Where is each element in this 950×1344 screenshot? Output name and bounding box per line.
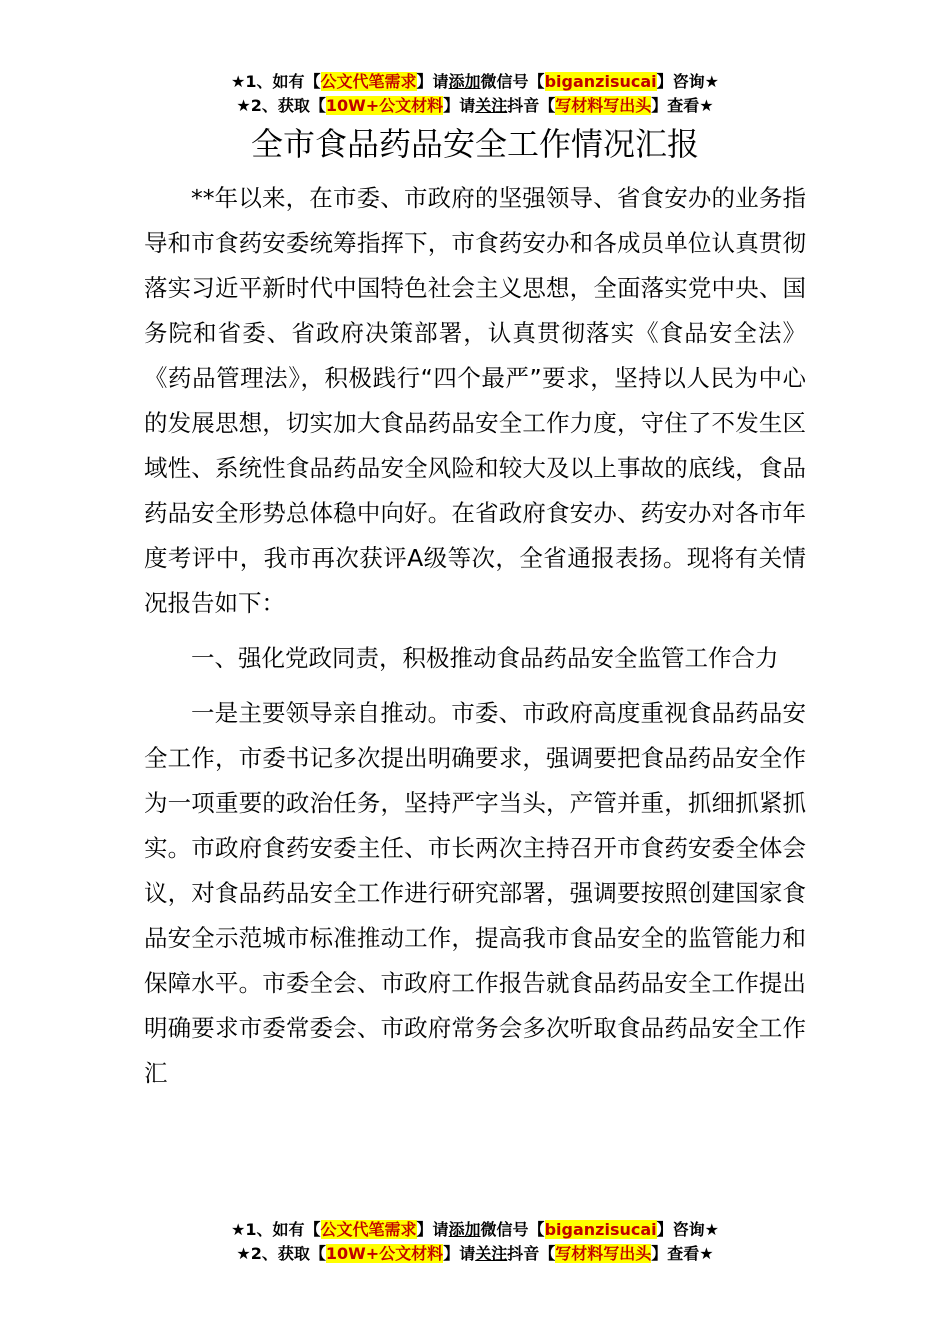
ad-text: 】请: [443, 1244, 476, 1263]
ad-underlined: 关注: [475, 1244, 508, 1263]
ad-text: 抖音【: [507, 1244, 556, 1263]
ad-text: 】请: [416, 72, 449, 91]
ad-highlight: 10W+公文材料: [325, 96, 444, 115]
ad-underlined: 关注: [475, 96, 508, 115]
ad-text: 微信号【: [480, 1220, 545, 1239]
ad-line-1: [0, 1218, 950, 1242]
ad-highlight: 写材料写出头: [555, 96, 652, 115]
body-paragraph: 一是主要领导亲自推动。市委、市政府高度重视食品药品安全工作，市委书记多次提出明确要求，强调要把食品药品安全作为一项重要的政治任务，坚持严字当头，产管并重，抓细抓紧抓实。市政府食药安委主任、市长两次主持召开市食药安委全体会议，对食品药品安全工作进行研究部署，强调要按照创建国家食品安全示范城市标准推动工作，提高我市食品安全的监管能力和保障水平。市委全会、市政府工作报告就食品药品安全工作提出明确要求市委常委会、市政府常务会多次听取食品药品安全工作汇: [144, 699, 806, 1087]
ad-text: 】请: [443, 96, 476, 115]
ad-highlight: biganzisucai: [544, 1220, 657, 1239]
footer-ad-banner: [0, 1218, 950, 1266]
ad-text: ★1、如有【: [231, 1220, 321, 1239]
ad-line-1: [0, 70, 950, 94]
ad-text: 抖音【: [507, 96, 556, 115]
ad-highlight: 10W+公文材料: [325, 1244, 444, 1263]
ad-line-2: [0, 1242, 950, 1266]
ad-highlight: 公文代笔需求: [320, 1220, 417, 1239]
ad-underlined: 添加: [448, 1220, 481, 1239]
ad-text: 】咨询★: [656, 1220, 719, 1239]
ad-line-2: [0, 94, 950, 118]
ad-text: 】请: [416, 1220, 449, 1239]
body-paragraph: **年以来，在市委、市政府的坚强领导、省食安办的业务指导和市食药安委统筹指挥下，市食药安办和各成员单位认真贯彻落实习近平新时代中国特色社会主义思想，全面落实党中央、国务院和省委、省政府决策部署，认真贯彻落实《食品安全法》《药品管理法》，积极践行“四个最严”要求，坚持以人民为中心的发展思想，切实加大食品药品安全工作力度，守住了不发生区域性、系统性食品药品安全风险和较大及以上事故的底线，食品药品安全形势总体稳中向好。在省政府食安办、药安办对各市年度考评中，我市再次获评A级等次，全省通报表扬。现将有关情况报告如下：: [144, 184, 806, 617]
ad-text: 】咨询★: [656, 72, 719, 91]
ad-highlight: biganzisucai: [544, 72, 657, 91]
ad-text: ★2、获取【: [236, 1244, 326, 1263]
ad-highlight: 公文代笔需求: [320, 72, 417, 91]
section-heading: 一、强化党政同责，积极推动食品药品安全监管工作合力: [191, 644, 779, 672]
ad-text: 】查看★: [651, 96, 714, 115]
ad-text: ★1、如有【: [231, 72, 321, 91]
ad-underlined: 添加: [448, 72, 481, 91]
header-ad-banner: [0, 70, 950, 118]
ad-text: ★2、获取【: [236, 96, 326, 115]
document-title: 全市食品药品安全工作情况汇报: [250, 125, 699, 163]
ad-text: 微信号【: [480, 72, 545, 91]
ad-text: 】查看★: [651, 1244, 714, 1263]
ad-highlight: 写材料写出头: [555, 1244, 652, 1263]
document-body: [144, 176, 806, 1096]
